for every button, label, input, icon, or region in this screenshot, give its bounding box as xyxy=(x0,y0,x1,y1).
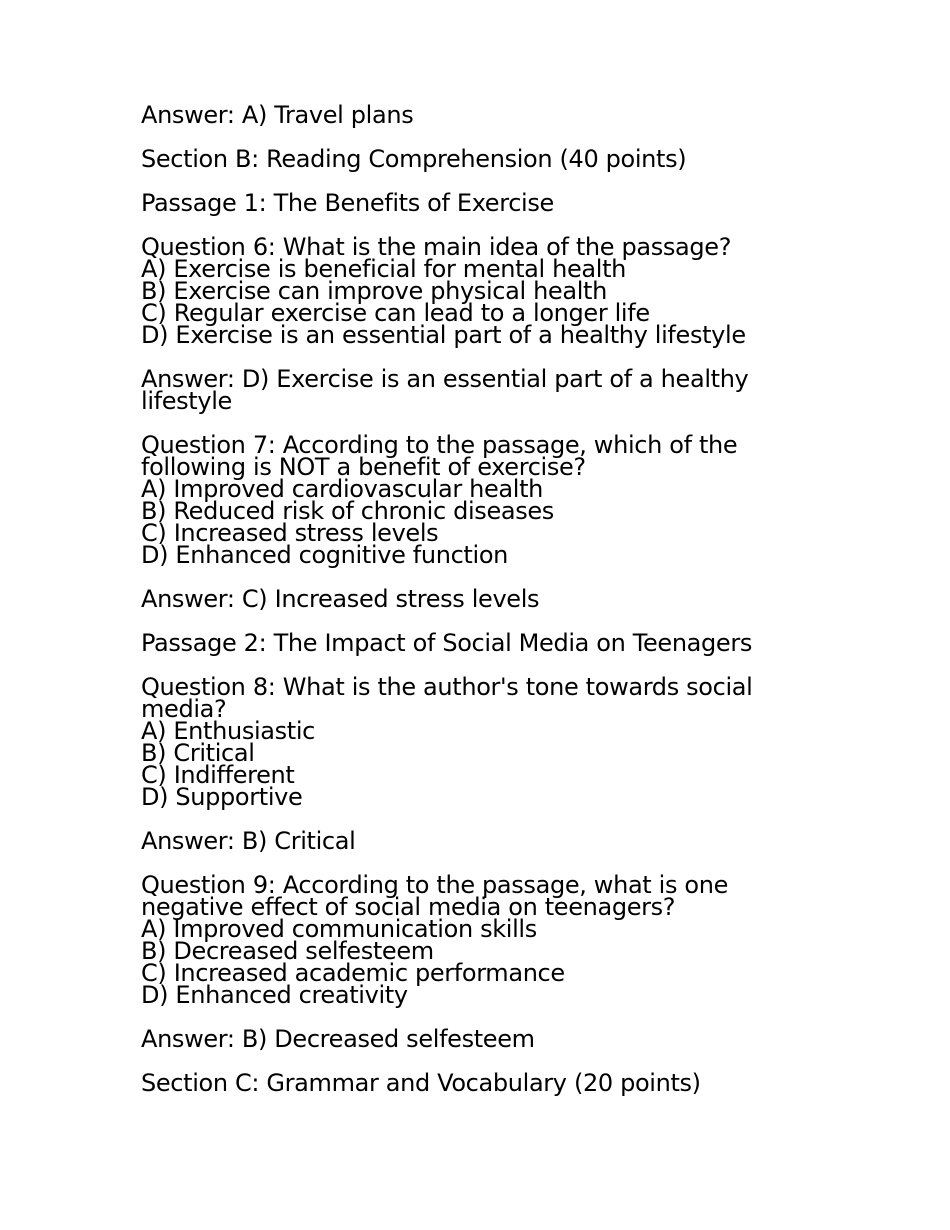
question-8-option-b: B) Critical xyxy=(141,739,255,767)
passage-1-title: Passage 1: The Benefits of Exercise xyxy=(141,189,554,217)
question-6-option-c: C) Regular exercise can lead to a longer life xyxy=(141,299,650,327)
question-6-option-d: D) Exercise is an essential part of a healthy lifestyle xyxy=(141,321,746,349)
answer-q6-line-1: Answer: D) Exercise is an essential part of a healthy xyxy=(141,365,749,393)
question-6-option-a: A) Exercise is beneficial for mental health xyxy=(141,255,626,283)
question-6-text: Question 6: What is the main idea of the passage? xyxy=(141,233,732,261)
answer-q8: Answer: B) Critical xyxy=(141,827,356,855)
question-8-option-a: A) Enthusiastic xyxy=(141,717,316,745)
question-8-text-line-2: media? xyxy=(141,695,227,723)
question-6 xyxy=(141,233,801,349)
question-9-option-d: D) Enhanced creativity xyxy=(141,981,408,1009)
answer-q6-line-2: lifestyle xyxy=(141,387,232,415)
question-7-option-d: D) Enhanced cognitive function xyxy=(141,541,509,569)
question-9 xyxy=(141,871,801,1009)
question-8-option-c: C) Indifferent xyxy=(141,761,295,789)
question-9-text-line-1: Question 9: According to the passage, what is one xyxy=(141,871,728,899)
question-8-option-d: D) Supportive xyxy=(141,783,303,811)
answer-q9: Answer: B) Decreased selfesteem xyxy=(141,1025,535,1053)
question-7 xyxy=(141,431,801,569)
answer-q6 xyxy=(141,365,801,415)
question-7-text-line-1: Question 7: According to the passage, which of the xyxy=(141,431,738,459)
question-9-option-c: C) Increased academic performance xyxy=(141,959,565,987)
answer-q7: Answer: C) Increased stress levels xyxy=(141,585,540,613)
question-9-option-a: A) Improved communication skills xyxy=(141,915,537,943)
question-8 xyxy=(141,673,801,811)
question-7-option-c: C) Increased stress levels xyxy=(141,519,439,547)
document-page xyxy=(141,101,801,1116)
question-7-option-a: A) Improved cardiovascular health xyxy=(141,475,544,503)
passage-2-title: Passage 2: The Impact of Social Media on Teenagers xyxy=(141,629,753,657)
question-9-text-line-2: negative effect of social media on teenagers? xyxy=(141,893,676,921)
section-b-heading: Section B: Reading Comprehension (40 points) xyxy=(141,145,687,173)
answer-q5: Answer: A) Travel plans xyxy=(141,101,414,129)
question-7-text-line-2: following is NOT a benefit of exercise? xyxy=(141,453,586,481)
question-9-option-b: B) Decreased selfesteem xyxy=(141,937,434,965)
question-7-option-b: B) Reduced risk of chronic diseases xyxy=(141,497,554,525)
question-8-text-line-1: Question 8: What is the author's tone towards social xyxy=(141,673,753,701)
question-6-option-b: B) Exercise can improve physical health xyxy=(141,277,607,305)
section-c-heading: Section C: Grammar and Vocabulary (20 points) xyxy=(141,1069,701,1097)
